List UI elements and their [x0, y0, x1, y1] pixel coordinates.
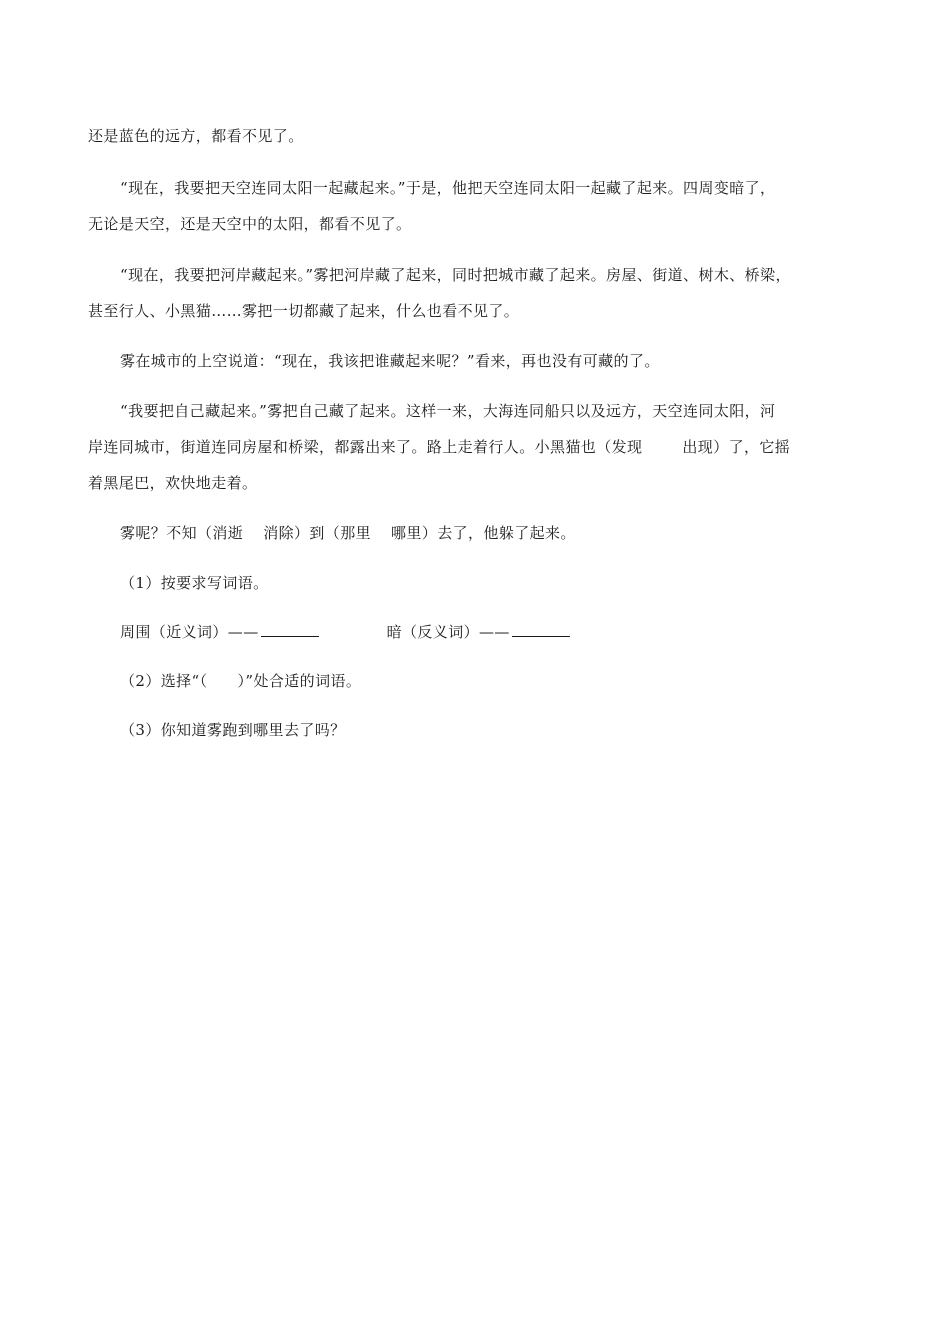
passage-paragraph-4-line-1: “我要把自己藏起来。”雾把自己藏了起来。这样一来，大海连同船只以及远方，天空连同太阳，河	[120, 402, 776, 420]
question-1-items	[120, 622, 570, 642]
question-1-prompt: （1）按要求写词语。	[120, 574, 269, 592]
question-2-suffix: ）”处合适的词语。	[237, 672, 362, 690]
passage-choice-part-2: 消除）到（那里	[263, 524, 372, 542]
passage-choice-text-b: 出现）了，它摇	[682, 438, 791, 456]
passage-choice-part-1: 雾呢？不知（消逝	[120, 524, 244, 542]
passage-paragraph-4-line-3: 着黑尾巴，欢快地走着。	[88, 474, 258, 492]
passage-paragraph-2-line-1: “现在，我要把河岸藏起来。”雾把河岸藏了起来，同时把城市藏了起来。房屋、街道、树木、桥梁，	[120, 266, 791, 284]
passage-choice-part-3: 哪里）去了，他躲了起来。	[391, 524, 576, 542]
passage-paragraph-1-line-1: “现在，我要把天空连同太阳一起藏起来。”于是，他把天空连同太阳一起藏了起来。四周变暗了，	[120, 179, 776, 197]
passage-paragraph-4-line-2	[88, 437, 790, 457]
question-3-prompt: （3）你知道雾跑到哪里去了吗？	[120, 721, 346, 739]
question-2-prefix: （2）选择“（	[120, 672, 208, 690]
synonym-answer-blank[interactable]	[261, 622, 319, 637]
passage-paragraph-1-line-2: 无论是天空，还是天空中的太阳，都看不见了。	[88, 215, 412, 233]
passage-paragraph-5-line-1	[120, 523, 576, 543]
passage-choice-text-a: 岸连同城市，街道连同房屋和桥梁，都露出来了。路上走着行人。小黑猫也（发现	[88, 438, 643, 456]
passage-paragraph-3-line-1: 雾在城市的上空说道：“现在，我该把谁藏起来呢？”看来，再也没有可藏的了。	[120, 352, 660, 370]
passage-paragraph-0-line-1: 还是蓝色的远方，都看不见了。	[88, 127, 304, 145]
antonym-answer-blank[interactable]	[512, 622, 570, 637]
antonym-prompt: 暗（反义词）——	[386, 623, 510, 641]
passage-paragraph-2-line-2: 甚至行人、小黑猫……雾把一切都藏了起来，什么也看不见了。	[88, 302, 520, 320]
question-2-prompt	[120, 671, 361, 691]
synonym-prompt: 周围（近义词）——	[120, 623, 259, 641]
